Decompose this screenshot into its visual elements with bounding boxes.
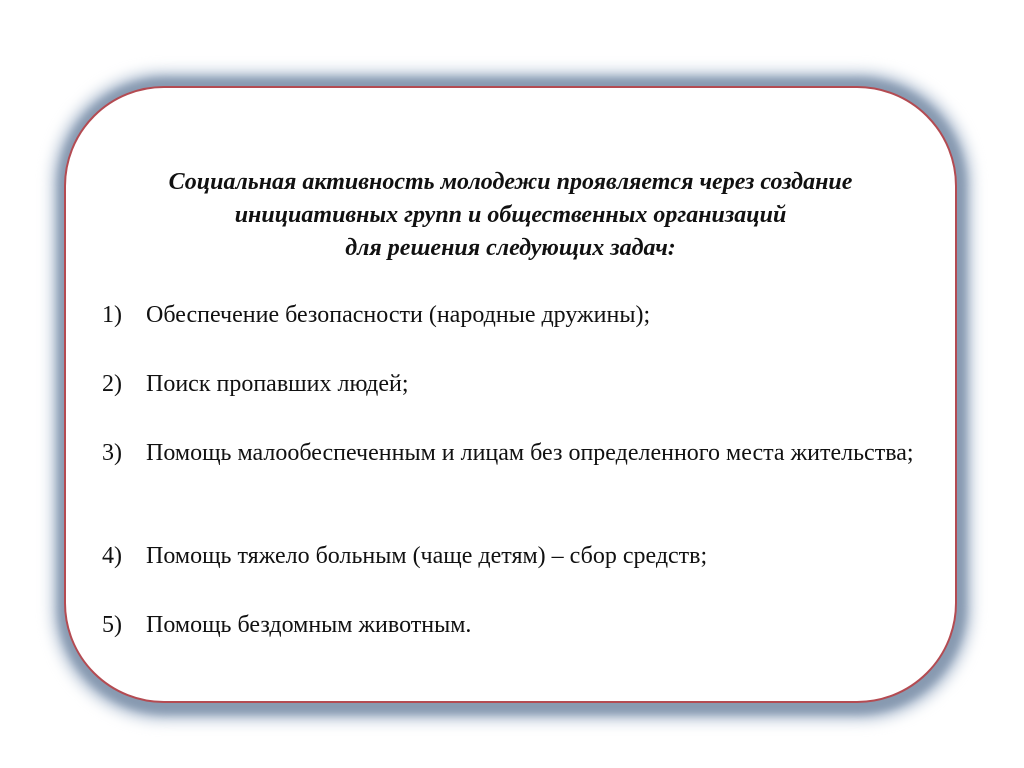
list-item-number: 4)	[102, 543, 122, 569]
heading-line-3: для решения следующих задач:	[345, 235, 676, 261]
list-item-number: 3)	[102, 440, 122, 466]
list-item-number: 2)	[102, 371, 122, 397]
heading-line-2: инициативных групп и общественных организаций	[234, 202, 787, 228]
heading	[86, 166, 935, 265]
list-item-text: Помощь тяжело больным (чаще детям) – сбор средств;	[146, 543, 708, 569]
list-item-text: Обеспечение безопасности (народные дружины);	[146, 302, 651, 328]
list-item	[102, 436, 922, 470]
list-item	[102, 539, 922, 573]
content-card	[64, 86, 957, 703]
heading-line-1: Социальная активность молодежи проявляется через создание	[168, 169, 853, 195]
list-item	[102, 367, 922, 401]
list-item-number: 5)	[102, 612, 122, 638]
list-item-text: Поиск пропавших людей;	[146, 371, 409, 397]
list-item	[102, 298, 922, 332]
list-item-text: Помощь малообеспеченным и лицам без определенного места жительства;	[146, 440, 914, 466]
list-item-text: Помощь бездомным животным.	[146, 612, 472, 638]
list-item-number: 1)	[102, 302, 122, 328]
list-item	[102, 608, 922, 642]
